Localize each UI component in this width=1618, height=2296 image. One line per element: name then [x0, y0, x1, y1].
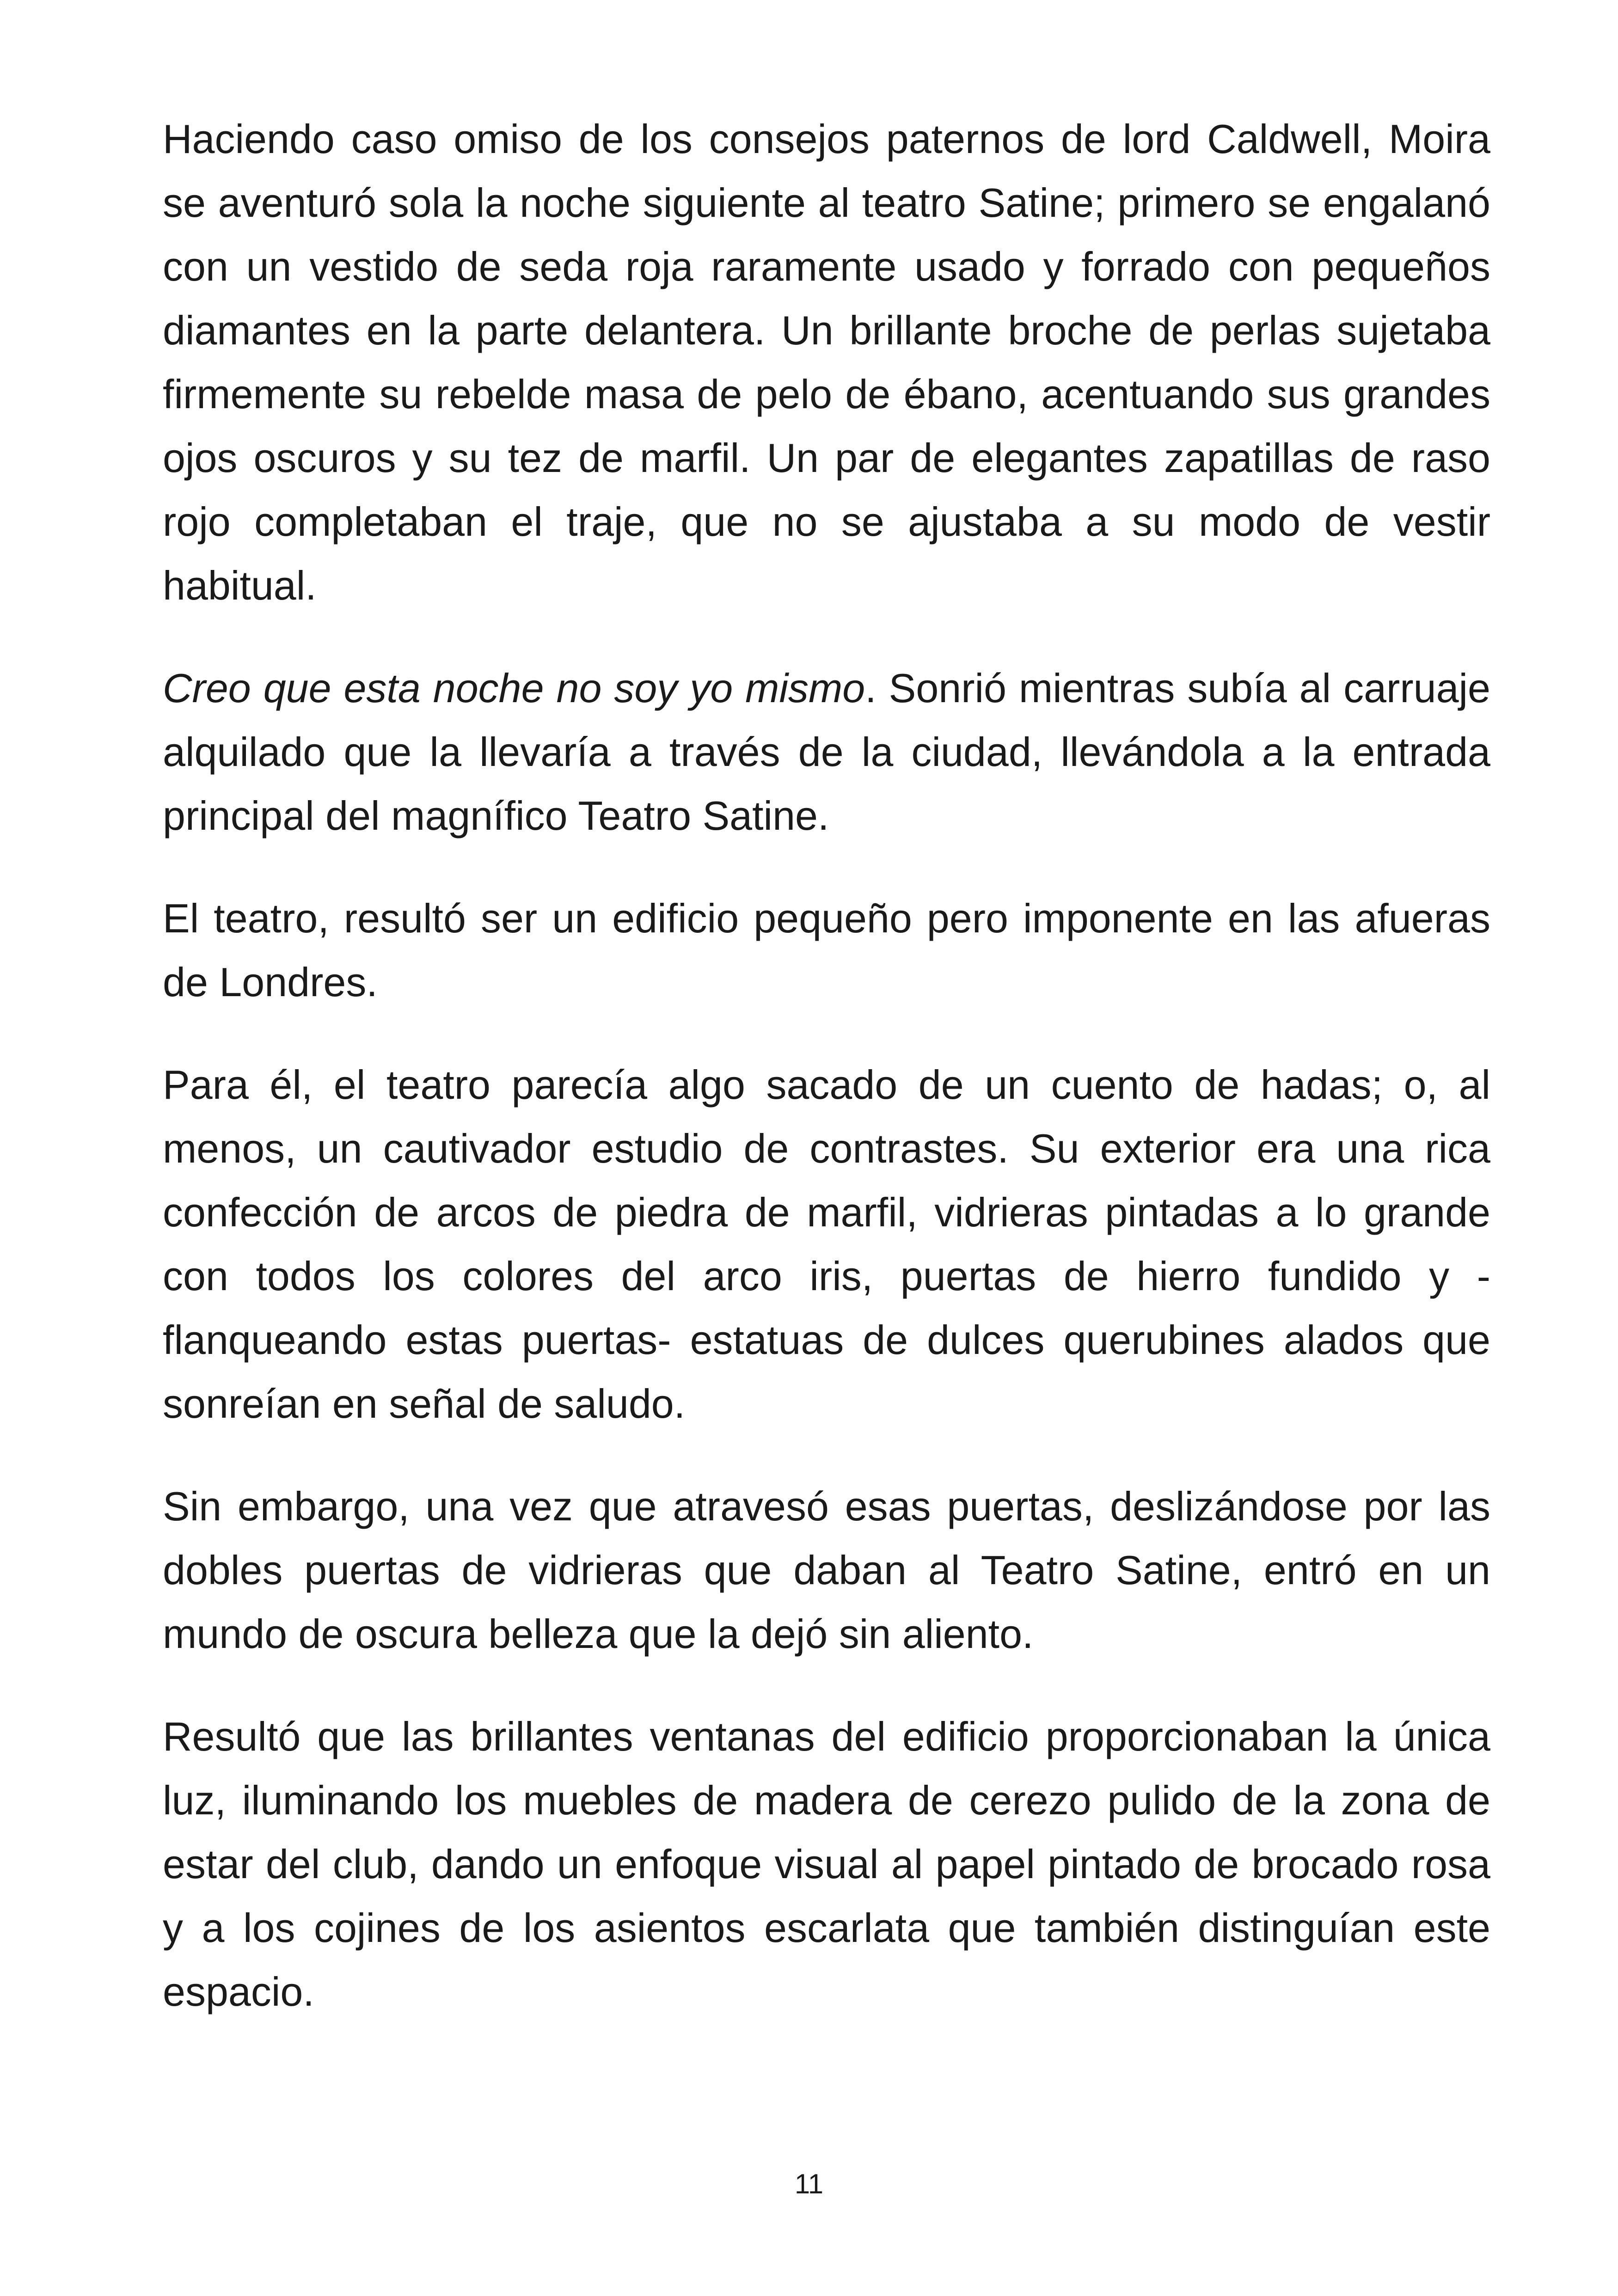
paragraph-3 — [163, 887, 1490, 1014]
body-text — [163, 107, 1490, 2024]
paragraph-text: El teatro, resultó ser un edificio pequeño pero imponente en las afueras de Londres. — [163, 895, 1490, 1005]
paragraph-text: Haciendo caso omiso de los consejos paternos de lord Caldwell, Moira se aventuró sola la noche siguiente al teatro Satine; primero se engalanó con un vestido de seda roja raramente usado y forrado con pequeños diamantes en la parte delantera. Un brillante broche de perlas sujetaba firmemente su rebelde masa de pelo de ébano, acentuando sus grandes ojos oscuros y su tez de marfil. Un par de elegantes zapatillas de raso rojo completaban el traje, que no se ajustaba a su modo de vestir habitual. — [163, 116, 1490, 608]
paragraph-4 — [163, 1053, 1490, 1436]
paragraph-6 — [163, 1705, 1490, 2024]
paragraph-2 — [163, 656, 1490, 848]
paragraph-text: Para él, el teatro parecía algo sacado de un cuento de hadas; o, al menos, un cautivador estudio de contrastes. Su exterior era una rica confección de arcos de piedra de marfil, vidrieras pintadas a lo grande con todos los colores del arco iris, puertas de hierro fundido y -flanqueando estas puertas- estatuas de dulces querubines alados que sonreían en señal de saludo. — [163, 1062, 1490, 1427]
paragraph-1 — [163, 107, 1490, 618]
paragraph-text: . Sonrió mientras subía al carruaje alquilado que la llevaría a través de la ciudad, llevándola a la entrada principal del magnífico Teatro Satine. — [163, 665, 1490, 839]
paragraph-5 — [163, 1475, 1490, 1666]
paragraph-text: Sin embargo, una vez que atravesó esas puertas, deslizándose por las dobles puertas de vidrieras que daban al Teatro Satine, entró en un mundo de oscura belleza que la dejó sin aliento. — [163, 1483, 1490, 1657]
paragraph-text: Resultó que las brillantes ventanas del edificio proporcionaban la única luz, iluminando los muebles de madera de cerezo pulido de la zona de estar del club, dando un enfoque visual al papel pintado de brocado rosa y a los cojines de los asientos escarlata que también distinguían este espacio. — [163, 1714, 1490, 2014]
paragraph-italic-text: Creo que esta noche no soy yo mismo — [163, 665, 865, 711]
page-number: 11 — [794, 2168, 824, 2199]
